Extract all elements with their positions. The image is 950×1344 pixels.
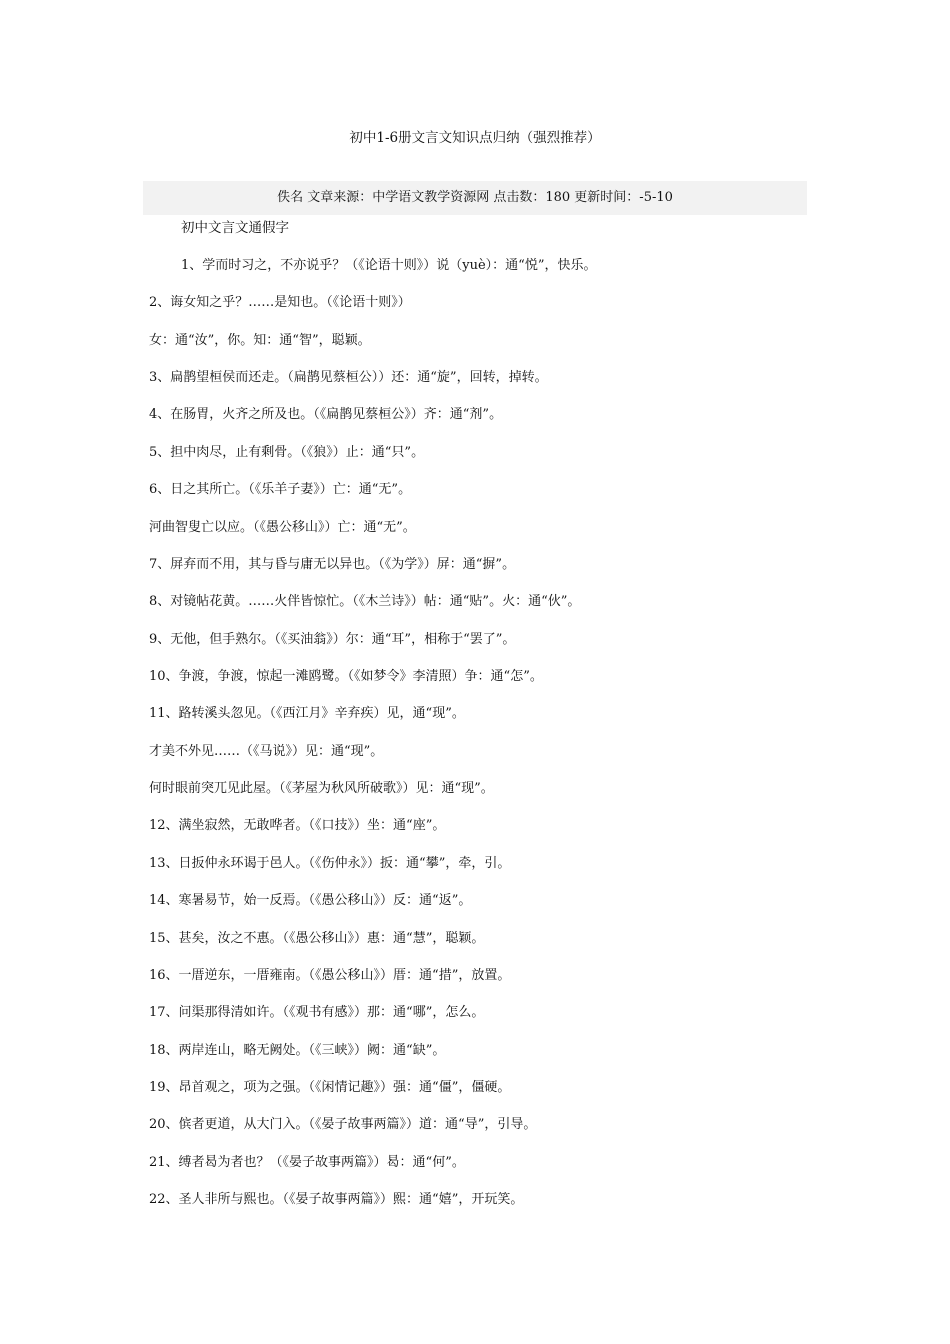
text-line: 11、路转溪头忽见。（《西江月》辛弃疾）见，通“现”。 [149,706,465,721]
text-line: 2、诲女知之乎？……是知也。（《论语十则》） [149,295,411,310]
text-line: 16、一厝逆东，一厝雍南。（《愚公移山》）厝：通“措”，放置。 [149,968,511,983]
text-line: 河曲智叟亡以应。（《愚公移山》）亡：通“无”。 [149,520,416,535]
text-line: 8、对镜帖花黄。……火伴皆惊忙。（《木兰诗》）帖：通“贴”。火：通“伙”。 [149,594,581,609]
text-line: 7、屏弃而不用，其与昏与庸无以异也。（《为学》）屏：通“摒”。 [149,557,516,572]
text-line: 9、无他，但手熟尔。（《买油翁》）尔：通“耳”，相称于“罢了”。 [149,632,516,647]
text-line: 3、扁鹊望桓侯而还走。（扁鹊见蔡桓公））还：通“旋”，回转，掉转。 [149,370,548,385]
section-heading: 初中文言文通假字 [181,220,289,236]
text-line: 何时眼前突兀见此屋。（《茅屋为秋风所破歌》）见：通“现”。 [149,781,494,796]
article-meta-bar [143,181,807,215]
text-line: 14、寒暑易节，始一反焉。（《愚公移山》）反：通“返”。 [149,893,472,908]
text-line: 6、日之其所亡。（《乐羊子妻》）亡：通“无”。 [149,482,412,497]
text-line: 21、缚者曷为者也？（《晏子故事两篇》）曷：通“何”。 [149,1155,465,1170]
text-line: 女：通“汝”，你。知：通“智”，聪颖。 [149,333,371,348]
text-line: 才美不外见……（《马说》）见：通“现”。 [149,744,384,759]
text-line: 12、满坐寂然，无敢哗者。（《口技》）坐：通“座”。 [149,818,446,833]
text-line: 1、学而时习之，不亦说乎？（《论语十则》）说（yuè）：通“悦”，快乐。 [181,258,597,273]
text-line: 4、在肠胃，火齐之所及也。（《扁鹊见蔡桓公》）齐：通“剂”。 [149,407,503,422]
text-line: 17、问渠那得清如许。（《观书有感》）那：通“哪”，怎么。 [149,1005,485,1020]
text-line: 19、昂首观之，项为之强。（《闲情记趣》）强：通“僵”，僵硬。 [149,1080,511,1095]
text-line: 15、甚矣，汝之不惠。（《愚公移山》）惠：通“慧”，聪颖。 [149,931,485,946]
document-title: 初中1-6册文言文知识点归纳（强烈推荐） [349,130,601,146]
text-line: 22、圣人非所与熙也。（《晏子故事两篇》）熙：通“嬉”，开玩笑。 [149,1192,524,1207]
text-line: 10、争渡，争渡，惊起一滩鸥鹭。（《如梦令》李清照）争：通“怎”。 [149,669,543,684]
text-line: 5、担中肉尽，止有剩骨。（《狼》）止：通“只”。 [149,445,425,460]
article-meta: 佚名 文章来源：中学语文教学资源网 点击数：180 更新时间：-5-10 [277,190,673,205]
text-line: 20、傧者更道，从大门入。（《晏子故事两篇》）道：通“导”，引导。 [149,1117,537,1132]
text-line: 13、日扳仲永环谒于邑人。（《伤仲永》）扳：通“攀”，牵，引。 [149,856,511,871]
text-line: 18、两岸连山，略无阙处。（《三峡》）阙：通“缺”。 [149,1043,446,1058]
